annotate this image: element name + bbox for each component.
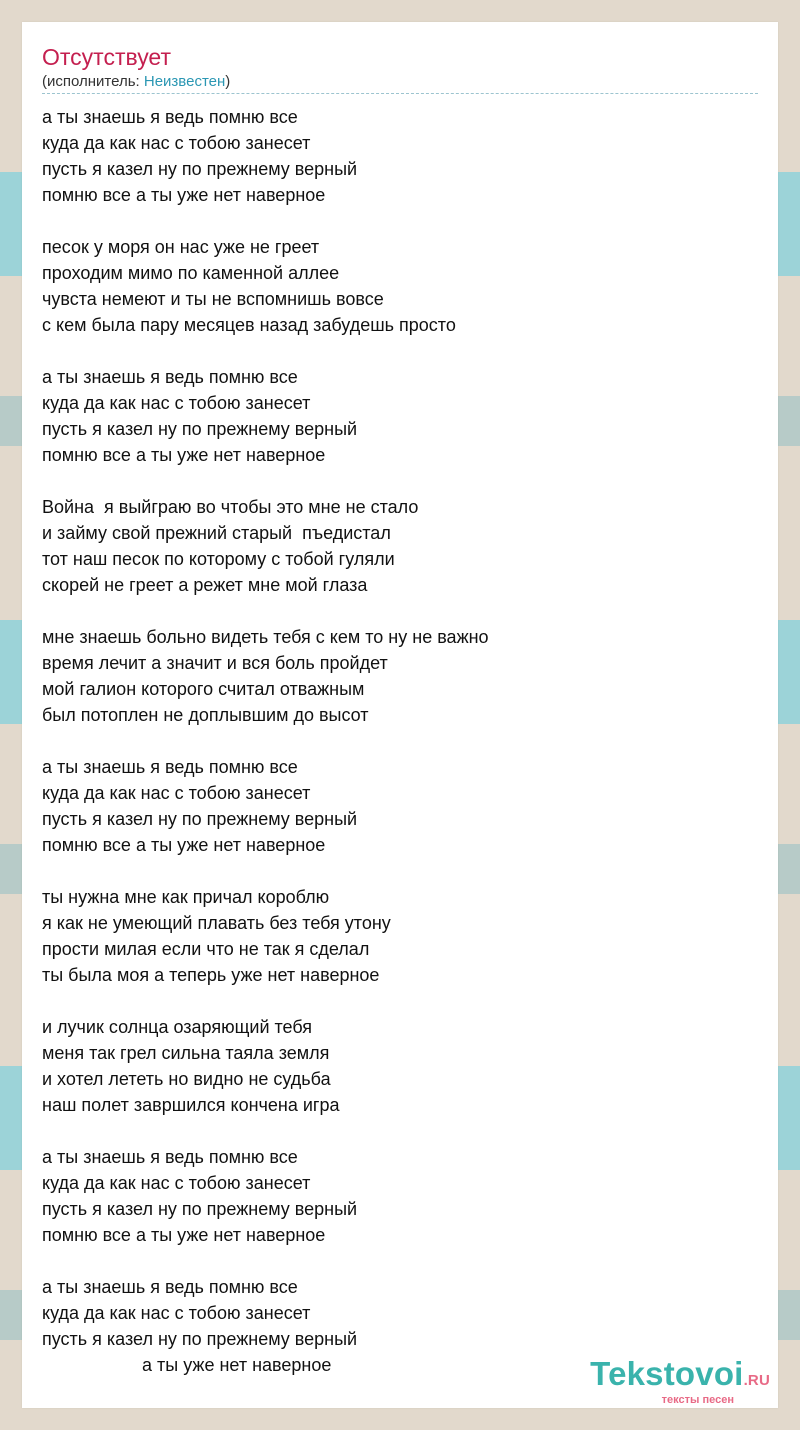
- lyrics-line: а ты знаешь я ведь помню все: [42, 757, 298, 777]
- lyrics-line: был потоплен не доплывшим до высот: [42, 705, 369, 725]
- lyrics-line: куда да как нас с тобою занесет: [42, 133, 311, 153]
- lyrics-line: тот наш песок по которому с тобой гуляли: [42, 549, 395, 569]
- lyrics-line: с кем была пару месяцев назад забудешь просто: [42, 315, 456, 335]
- lyrics-line: а ты уже нет наверное: [42, 1355, 332, 1375]
- logo-domain: .RU: [743, 1372, 770, 1389]
- lyrics-line: и займу свой прежний старый пъедистал: [42, 523, 391, 543]
- lyrics-line: чувста немеют и ты не вспомнишь вовсе: [42, 289, 384, 309]
- lyrics-line: а ты знаешь я ведь помню все: [42, 1147, 298, 1167]
- lyrics-line: пусть я казел ну по прежнему верный: [42, 809, 358, 829]
- lyrics-body: [42, 104, 758, 1404]
- lyrics-line: пусть я казел ну по прежнему верный: [42, 159, 358, 179]
- lyrics-line: ты была моя а теперь уже нет наверное: [42, 965, 380, 985]
- lyrics-stanza: [42, 104, 758, 208]
- lyrics-line: а ты знаешь я ведь помню все: [42, 1277, 298, 1297]
- lyrics-stanza: [42, 754, 758, 858]
- lyrics-line: помню все а ты уже нет наверное: [42, 835, 326, 855]
- lyrics-line: наш полет завршился кончена игра: [42, 1095, 340, 1115]
- lyrics-stanza: [42, 1014, 758, 1118]
- lyrics-stanza: [42, 624, 758, 728]
- lyrics-line: прости милая если что не так я сделал: [42, 939, 370, 959]
- lyrics-stanza: [42, 884, 758, 988]
- lyrics-line: я как не умеющий плавать без тебя утону: [42, 913, 391, 933]
- lyrics-line: мне знаешь больно видеть тебя с кем то ну не важно: [42, 627, 489, 647]
- lyrics-line: мой галион которого считал отважным: [42, 679, 365, 699]
- lyrics-line: а ты знаешь я ведь помню все: [42, 107, 298, 127]
- lyrics-stanza: [42, 1144, 758, 1248]
- lyrics-line: проходим мимо по каменной аллее: [42, 263, 340, 283]
- lyrics-line: пусть я казел ну по прежнему верный: [42, 419, 358, 439]
- lyrics-stanza: [42, 494, 758, 598]
- lyrics-line: помню все а ты уже нет наверное: [42, 445, 326, 465]
- lyrics-line: пусть я казел ну по прежнему верный: [42, 1329, 358, 1349]
- lyrics-line: куда да как нас с тобою занесет: [42, 1173, 311, 1193]
- lyrics-line: Война я выйграю во чтобы это мне не стало: [42, 497, 419, 517]
- lyrics-line: куда да как нас с тобою занесет: [42, 1303, 311, 1323]
- logo-text: Tekstovoi: [590, 1355, 744, 1392]
- lyrics-line: куда да как нас с тобою занесет: [42, 393, 311, 413]
- lyrics-line: скорей не греет а режет мне мой глаза: [42, 575, 368, 595]
- site-logo[interactable]: [590, 1357, 770, 1406]
- song-title: Отсутствует: [42, 44, 171, 70]
- dashed-separator: [42, 93, 758, 94]
- lyrics-line: и хотел лететь но видно не судьба: [42, 1069, 331, 1089]
- lyrics-line: помню все а ты уже нет наверное: [42, 1225, 326, 1245]
- lyrics-stanza: [42, 234, 758, 338]
- lyrics-line: песок у моря он нас уже не греет: [42, 237, 320, 257]
- logo-tagline: тексты песен: [661, 1394, 734, 1406]
- lyrics-line: пусть я казел ну по прежнему верный: [42, 1199, 358, 1219]
- artist-link[interactable]: Неизвестен: [143, 73, 226, 90]
- lyrics-line: помню все а ты уже нет наверное: [42, 185, 326, 205]
- artist-suffix: ): [225, 73, 231, 90]
- lyrics-line: и лучик солнца озаряющий тебя: [42, 1017, 313, 1037]
- lyrics-line: ты нужна мне как причал короблю: [42, 887, 330, 907]
- artist-line: [42, 73, 230, 91]
- lyrics-line: меня так грел сильна таяла земля: [42, 1043, 330, 1063]
- lyrics-stanza: [42, 364, 758, 468]
- lyrics-line: время лечит а значит и вся боль пройдет: [42, 653, 388, 673]
- artist-prefix: (исполнитель:: [42, 73, 144, 90]
- lyrics-card: [22, 22, 778, 1408]
- lyrics-line: куда да как нас с тобою занесет: [42, 783, 311, 803]
- lyrics-line: а ты знаешь я ведь помню все: [42, 367, 298, 387]
